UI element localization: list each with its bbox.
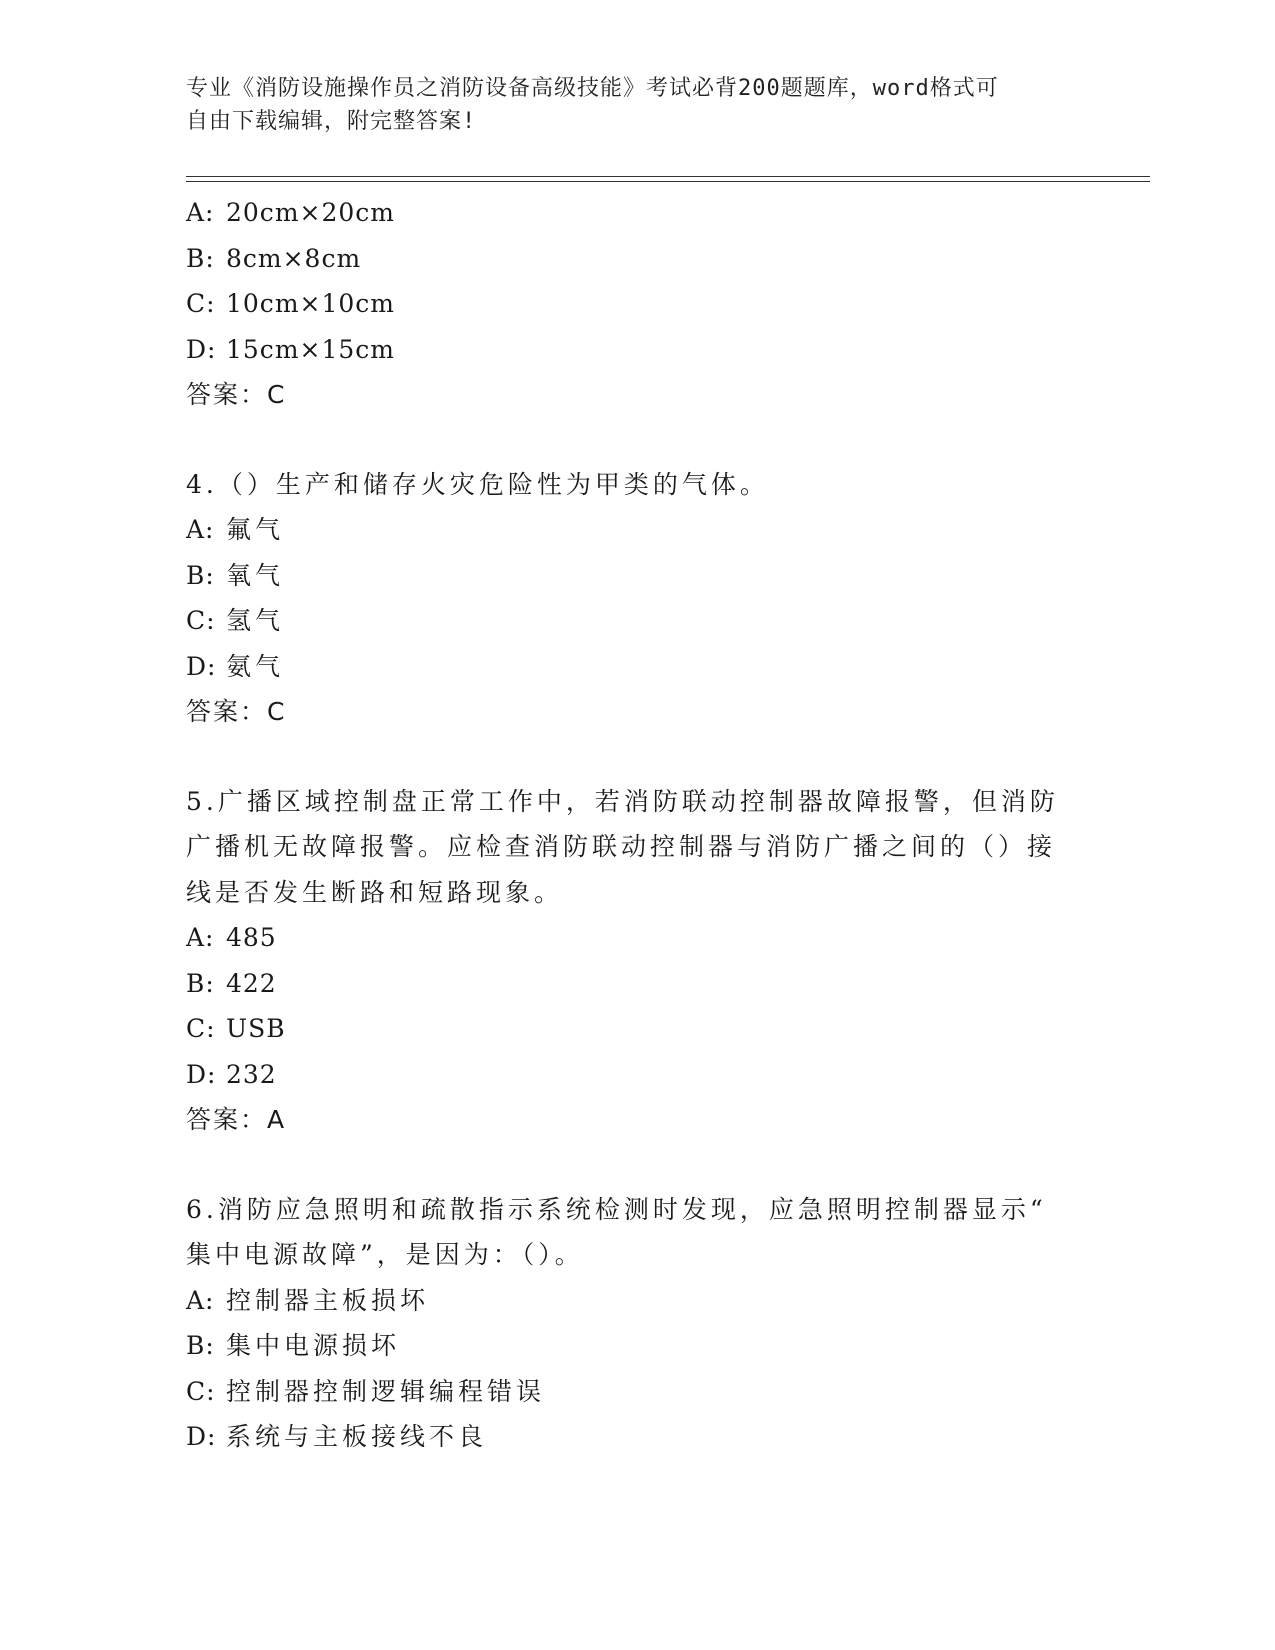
option-text: 控制器控制逻辑编程错误	[226, 1376, 546, 1406]
option-b	[186, 236, 1066, 282]
answer-line: 答案：C	[186, 380, 287, 409]
option-label: B:	[186, 243, 215, 273]
question-text-line-1: 5.广播区域控制盘正常工作中，若消防联动控制器故障报警，但消防	[186, 786, 1059, 816]
option-text: 系统与主板接线不良	[226, 1422, 488, 1451]
option-label: A:	[186, 198, 215, 227]
option-label: D:	[186, 334, 217, 364]
option-text: 8cm×8cm	[226, 243, 362, 273]
option-label: B:	[186, 968, 215, 998]
option-c	[186, 281, 1066, 327]
document-header	[186, 72, 1066, 138]
option-label: C:	[186, 289, 216, 318]
option-a	[186, 1278, 1066, 1324]
option-d	[186, 1414, 1066, 1460]
option-text: 氧气	[226, 560, 285, 590]
question-text-line-2: 集中电源故障”，是因为：（）。	[186, 1240, 584, 1269]
answer-line: 答案：C	[186, 697, 287, 726]
option-label: B:	[186, 560, 215, 590]
option-text: 232	[226, 1059, 277, 1089]
option-label: A:	[186, 1285, 215, 1315]
answer-line: 答案：A	[186, 1105, 287, 1134]
question-text: 4.（）生产和储存火灾危险性为甲类的气体。	[186, 469, 769, 499]
question-block-4	[186, 462, 1066, 735]
question-text-line-2: 广播机无故障报警。应检查消防联动控制器与消防广播之间的（）接	[186, 832, 1057, 861]
header-divider-bottom	[186, 181, 1150, 182]
option-label: C:	[186, 1376, 216, 1406]
header-title-line-1: 专业《消防设施操作员之消防设备高级技能》考试必背200题题库，word格式可	[186, 76, 999, 101]
option-text: 422	[226, 968, 277, 998]
option-label: D:	[186, 1059, 217, 1089]
question-block-6	[186, 1187, 1066, 1460]
option-text: 氟气	[226, 515, 285, 544]
header-title-line-2: 自由下载编辑，附完整答案!	[186, 109, 477, 134]
option-text: 氨气	[226, 651, 285, 681]
option-d	[186, 327, 1066, 373]
spacer	[186, 418, 1066, 462]
option-label: D:	[186, 651, 217, 681]
option-label: C:	[186, 606, 216, 635]
option-a	[186, 915, 1066, 961]
option-text: 10cm×10cm	[226, 289, 395, 318]
option-c	[186, 1006, 1066, 1052]
option-label: A:	[186, 923, 215, 952]
option-text: 485	[226, 923, 277, 952]
option-text: USB	[226, 1014, 286, 1043]
question-block-5	[186, 779, 1066, 1143]
option-text: 15cm×15cm	[226, 334, 395, 364]
option-d	[186, 644, 1066, 690]
option-text: 氢气	[226, 606, 285, 635]
question-text-line-1: 6.消防应急照明和疏散指示系统检测时发现，应急照明控制器显示“	[186, 1194, 1047, 1224]
question-text-line-3: 线是否发生断路和短路现象。	[186, 877, 564, 907]
spacer	[186, 1143, 1066, 1187]
option-label: B:	[186, 1331, 215, 1360]
option-a	[186, 190, 1066, 236]
option-label: A:	[186, 515, 215, 544]
option-text: 20cm×20cm	[226, 198, 395, 227]
option-text: 集中电源损坏	[226, 1331, 401, 1360]
option-a	[186, 507, 1066, 553]
option-label: D:	[186, 1422, 217, 1451]
spacer	[186, 735, 1066, 779]
option-c	[186, 1369, 1066, 1415]
option-c	[186, 598, 1066, 644]
option-b	[186, 961, 1066, 1007]
question-block-3	[186, 190, 1066, 418]
header-divider-top	[186, 176, 1150, 177]
option-text: 控制器主板损坏	[226, 1285, 430, 1315]
option-b	[186, 1323, 1066, 1369]
question-list	[186, 190, 1066, 1460]
option-d	[186, 1052, 1066, 1098]
option-b	[186, 553, 1066, 599]
option-label: C:	[186, 1014, 216, 1043]
